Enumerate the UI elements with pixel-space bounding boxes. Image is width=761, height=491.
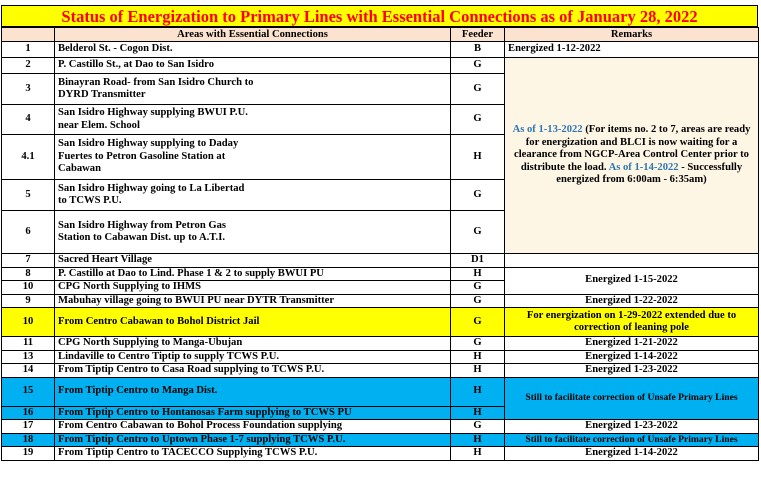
row-feeder: H	[451, 364, 505, 378]
row-area: From Tiptip Centro to TACECCO Supplying TCWS P.U.	[55, 447, 451, 461]
table-row	[2, 294, 759, 308]
row-area: San Isidro Highway from Petron Gas Station to Cabawan Dist. up to A.T.I.	[55, 211, 451, 254]
row-remark: Still to facilitate correction of Unsafe Primary Lines	[505, 433, 759, 447]
remark-text-2: - Successfully energized from 6:00am - 6:35am)	[556, 161, 743, 186]
row-feeder: G	[451, 337, 505, 351]
row-no: 7	[2, 254, 55, 268]
header-row	[2, 28, 759, 42]
row-no: 18	[2, 433, 55, 447]
remark-date-2: As of 1-14-2022	[608, 161, 679, 173]
table-row	[2, 42, 759, 58]
header-no	[2, 28, 55, 42]
row-area: P. Castillo at Dao to Lind. Phase 1 & 2 to supply BWUI PU	[55, 267, 451, 281]
remark-date-1: As of 1-13-2022	[512, 124, 583, 136]
row-no: 8	[2, 267, 55, 281]
row-area: San Isidro Highway supplying BWUI P.U. near Elem. School	[55, 105, 451, 135]
row-no: 17	[2, 420, 55, 434]
row-area: Lindaville to Centro Tiptip to supply TCWS P.U.	[55, 350, 451, 364]
row-remark-empty	[505, 254, 759, 268]
row-feeder: D1	[451, 254, 505, 268]
row-area: Sacred Heart Village	[55, 254, 451, 268]
row-area: From Tiptip Centro to Hontanosas Farm supplying to TCWS PU	[55, 406, 451, 420]
row-area: From Centro Cabawan to Bohol District Jail	[55, 308, 451, 337]
row-no: 14	[2, 364, 55, 378]
row-no: 1	[2, 42, 55, 58]
row-feeder: H	[451, 350, 505, 364]
row-feeder: H	[451, 406, 505, 420]
row-remark: Energized 1-21-2022	[505, 337, 759, 351]
row-area: P. Castillo St., at Dao to San Isidro	[55, 58, 451, 74]
table-row	[2, 267, 759, 281]
table-row	[2, 364, 759, 378]
header-feeder: Feeder	[451, 28, 505, 42]
row-area: From Centro Cabawan to Bohol Process Foundation supplying	[55, 420, 451, 434]
table-row-highlight	[2, 433, 759, 447]
header-remarks: Remarks	[505, 28, 759, 42]
row-no: 10	[2, 308, 55, 337]
remark-text-1: (For items no. 2 to 7, areas are ready for energization and BLCI is now waiting for a clearance from NGCP-Area Control Center prior to distribute the load.	[514, 124, 751, 173]
row-no: 6	[2, 211, 55, 254]
row-feeder: H	[451, 267, 505, 281]
table-row	[2, 58, 759, 74]
row-no: 2	[2, 58, 55, 74]
row-no: 5	[2, 180, 55, 211]
row-feeder: G	[451, 294, 505, 308]
row-area: San Isidro Highway supplying to Daday Fuertes to Petron Gasoline Station at Cabawan	[55, 135, 451, 180]
row-remark: Energized 1-12-2022	[505, 42, 759, 58]
row-area: From Tiptip Centro to Uptown Phase 1-7 supplying TCWS P.U.	[55, 433, 451, 447]
row-feeder: B	[451, 42, 505, 58]
row-remark: Energized 1-23-2022	[505, 364, 759, 378]
row-no: 3	[2, 74, 55, 105]
row-feeder: H	[451, 377, 505, 406]
row-no: 9	[2, 294, 55, 308]
row-feeder: H	[451, 135, 505, 180]
row-area: From Tiptip Centro to Casa Road supplying to TCWS P.U.	[55, 364, 451, 378]
merged-remark-items-8-10: Energized 1-15-2022	[505, 267, 759, 294]
merged-remark-items-2-7	[505, 58, 759, 254]
row-area: Binayran Road- from San Isidro Church to DYRD Transmitter	[55, 74, 451, 105]
table-row-highlight	[2, 377, 759, 406]
table-row	[2, 350, 759, 364]
table-row	[2, 447, 759, 461]
row-area: Mabuhay village going to BWUI PU near DYTR Transmitter	[55, 294, 451, 308]
merged-remark-items-15-16: Still to facilitate correction of Unsafe Primary Lines	[505, 377, 759, 420]
row-no: 4.1	[2, 135, 55, 180]
table-row-highlight	[2, 308, 759, 337]
row-feeder: G	[451, 180, 505, 211]
row-no: 16	[2, 406, 55, 420]
table-row	[2, 254, 759, 268]
row-remark: Energized 1-22-2022	[505, 294, 759, 308]
row-no: 19	[2, 447, 55, 461]
row-feeder: G	[451, 420, 505, 434]
sheet-title: Status of Energization to Primary Lines with Essential Connections as of January 28, 2022	[1, 5, 758, 27]
table-row	[2, 420, 759, 434]
row-remark: For energization on 1-29-2022 extended due to correction of leaning pole	[505, 308, 759, 337]
row-feeder: G	[451, 105, 505, 135]
header-areas: Areas with Essential Connections	[55, 28, 451, 42]
table-row	[2, 337, 759, 351]
row-area: San Isidro Highway going to La Libertad to TCWS P.U.	[55, 180, 451, 211]
row-no: 11	[2, 337, 55, 351]
row-remark: Energized 1-14-2022	[505, 447, 759, 461]
row-remark: Energized 1-23-2022	[505, 420, 759, 434]
row-feeder: G	[451, 211, 505, 254]
row-area: Belderol St. - Cogon Dist.	[55, 42, 451, 58]
row-no: 4	[2, 105, 55, 135]
row-no: 13	[2, 350, 55, 364]
row-feeder: G	[451, 308, 505, 337]
row-area: CPG North Supplying to IHMS	[55, 281, 451, 295]
row-feeder: H	[451, 433, 505, 447]
status-table	[1, 27, 759, 461]
row-no: 15	[2, 377, 55, 406]
row-remark: Energized 1-14-2022	[505, 350, 759, 364]
row-feeder: G	[451, 281, 505, 295]
row-feeder: G	[451, 74, 505, 105]
row-area: CPG North Supplying to Manga-Ubujan	[55, 337, 451, 351]
row-feeder: G	[451, 58, 505, 74]
row-feeder: H	[451, 447, 505, 461]
row-area: From Tiptip Centro to Manga Dist.	[55, 377, 451, 406]
row-no: 10	[2, 281, 55, 295]
